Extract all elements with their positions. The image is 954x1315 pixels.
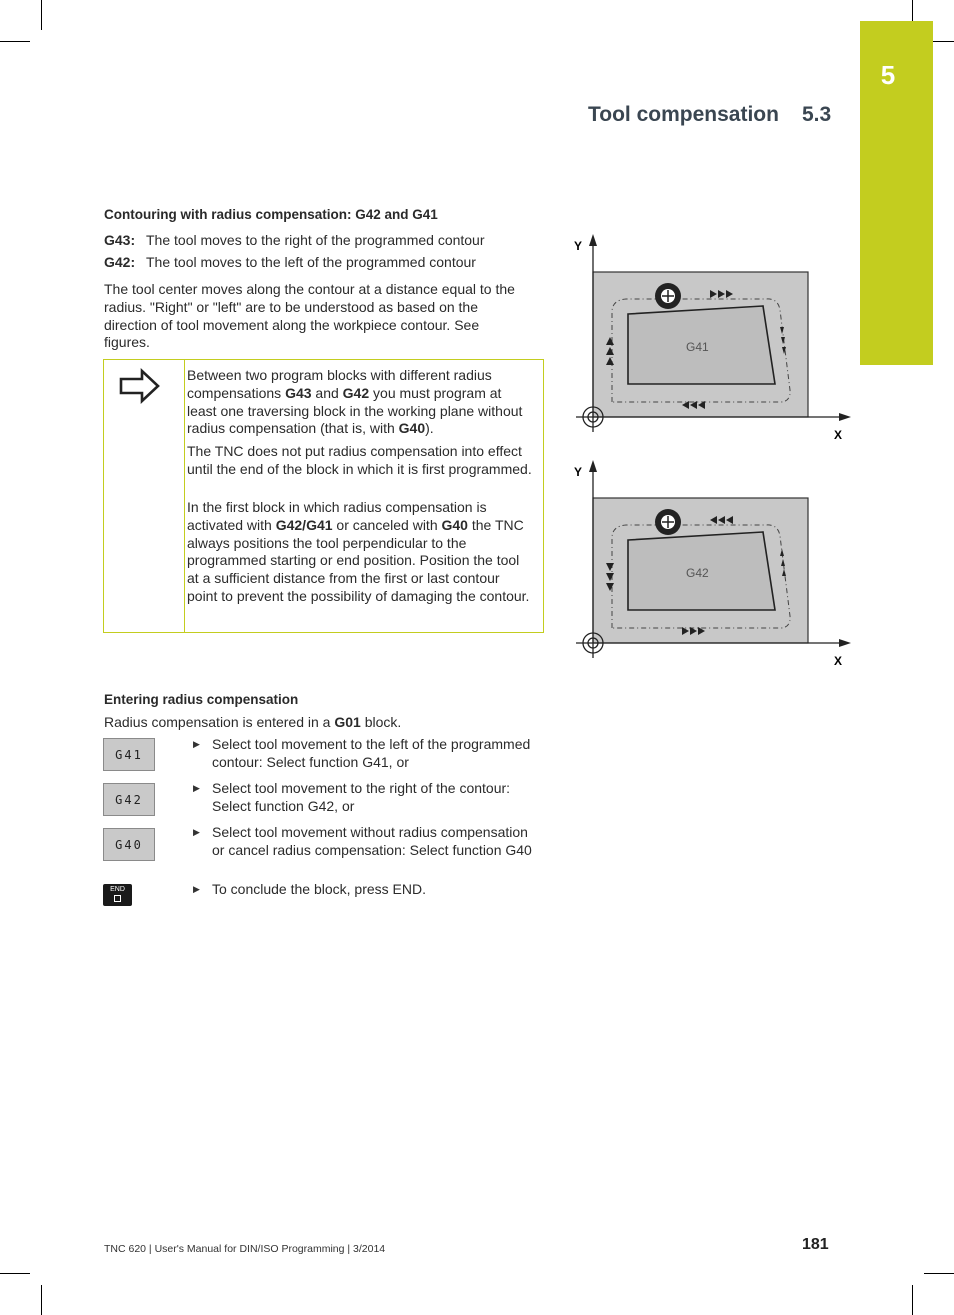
y-axis-label: Y <box>574 239 583 253</box>
page-number: 181 <box>802 1236 829 1253</box>
bullet-icon: ▶ <box>193 884 200 894</box>
definition-g42 <box>104 254 476 270</box>
step-2: Select tool movement to the right of the contour: Select function G42, or <box>212 780 511 814</box>
note-paragraph-2: The TNC does not put radius compensation into effect until the end of the block in which it is first programmed. <box>187 443 532 477</box>
note-paragraph-3: In the first block in which radius compensation is activated with G42/G41 or canceled with G40 the TNC always positions the tool perpendicular to the programmed starting or end position. Position the tool at a sufficient distance from the first or last contour point to prevent the possibility of damaging the contour. <box>187 499 530 604</box>
section-heading: Contouring with radius compensation: G42 and G41 <box>104 207 438 222</box>
square-icon <box>114 895 121 902</box>
definition-term: G42: <box>104 254 136 270</box>
intro-paragraph: The tool center moves along the contour at a distance equal to the radius. "Right" or "left" are to be understood as based on the direction of tool movement along the workpiece contour. See figures. <box>104 281 515 351</box>
footer-text: TNC 620 | User's Manual for DIN/ISO Programming | 3/2014 <box>104 1243 386 1255</box>
step-3: Select tool movement without radius compensation or cancel radius compensation: Select function G40 <box>212 824 532 858</box>
figure-g42 <box>570 458 860 670</box>
contour-label: G42 <box>686 566 709 580</box>
section-heading: Entering radius compensation <box>104 692 299 707</box>
end-key-label: END <box>110 886 125 893</box>
section-number: 5.3 <box>802 103 832 126</box>
step-1: Select tool movement to the left of the programmed contour: Select function G41, or <box>212 736 531 770</box>
crop-mark <box>912 1285 913 1315</box>
section-title: Tool compensation <box>588 103 779 126</box>
milling-cutter-icon <box>655 283 681 309</box>
milling-cutter-icon <box>655 509 681 535</box>
end-key[interactable] <box>103 884 132 906</box>
step-4: To conclude the block, press END. <box>212 881 426 897</box>
crop-mark <box>0 41 30 42</box>
crop-mark <box>924 1273 954 1274</box>
note-paragraph-1: Between two program blocks with different radius compensations G43 and G42 you must program at least one traversing block in the working plane without radius compensation (that is, with G40). <box>187 367 523 437</box>
arrow-right-icon <box>118 368 162 404</box>
definition-term: G43: <box>104 232 136 248</box>
y-axis-label: Y <box>574 465 583 479</box>
contour-label: G41 <box>686 340 709 354</box>
definition-text: The tool moves to the left of the programmed contour <box>146 254 476 270</box>
definition-text: The tool moves to the right of the programmed contour <box>146 232 485 248</box>
bullet-icon: ▶ <box>193 827 200 837</box>
chapter-number: 5 <box>880 60 896 90</box>
x-axis-label: X <box>834 654 843 668</box>
g40-softkey[interactable]: G40 <box>103 828 155 861</box>
figure-g41 <box>570 232 860 444</box>
bullet-icon: ▶ <box>193 739 200 749</box>
g42-softkey[interactable]: G42 <box>103 783 155 816</box>
bullet-icon: ▶ <box>193 783 200 793</box>
definition-g43 <box>104 232 485 248</box>
g41-softkey[interactable]: G41 <box>103 738 155 771</box>
x-axis-label: X <box>834 428 843 442</box>
crop-mark <box>41 1285 42 1315</box>
crop-mark <box>41 0 42 30</box>
crop-mark <box>0 1273 30 1274</box>
entry-intro: Radius compensation is entered in a G01 block. <box>104 714 402 730</box>
note-divider <box>184 359 185 632</box>
